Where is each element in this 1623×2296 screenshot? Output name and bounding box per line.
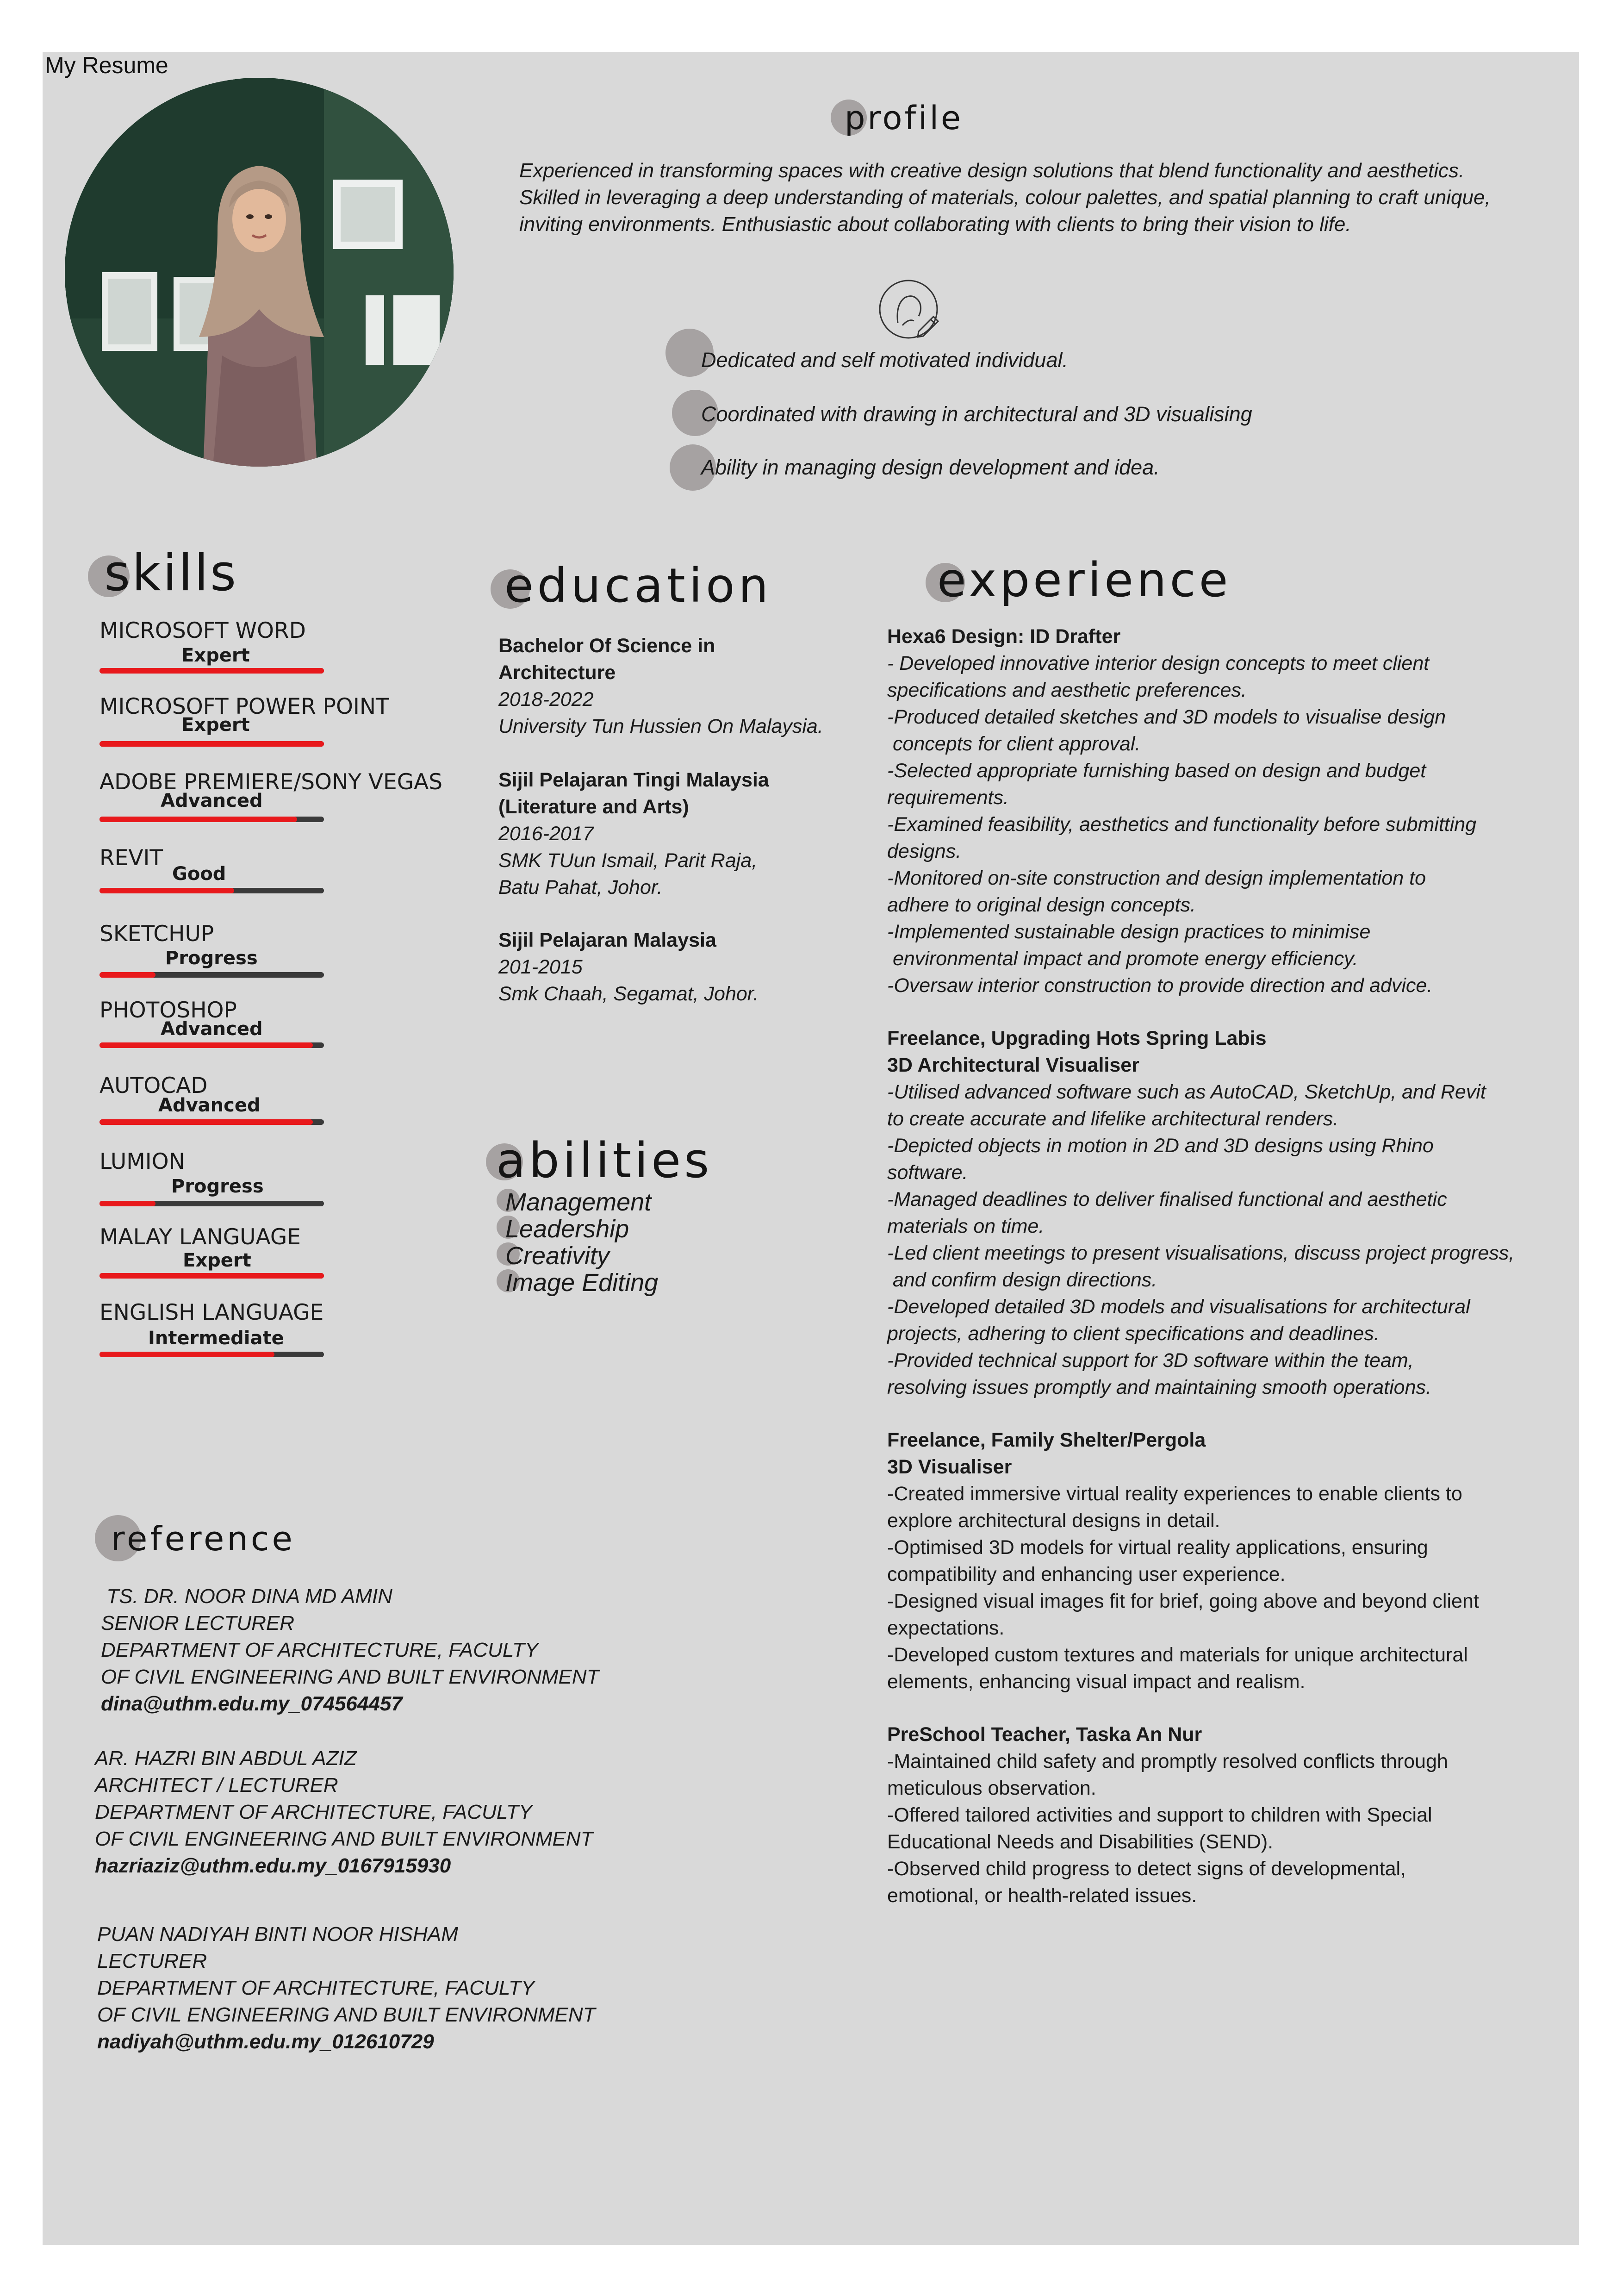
education-years: 2016-2017: [498, 823, 594, 845]
user-pencil-icon: [877, 277, 946, 346]
skill-bar-fill: [99, 668, 324, 674]
skill-level: Expert: [181, 645, 250, 666]
skill-bar-fill: [99, 1119, 313, 1125]
experience-entry: [887, 1427, 1577, 1695]
skill-level: Advanced: [161, 790, 263, 811]
abilities-heading-block: [486, 1129, 773, 1190]
reference-heading: reference: [111, 1519, 295, 1558]
reference-line: DEPARTMENT OF ARCHITECTURE, FACULTY: [95, 1801, 533, 1823]
profile-heading: profile: [845, 99, 964, 137]
trait-item: Ability in managing design development and idea.: [701, 455, 1160, 479]
reference-entry: [95, 1745, 593, 1879]
education-years: 201-2015: [498, 956, 583, 978]
skill-name: REVIT: [99, 845, 163, 871]
skill-bar: [99, 1042, 324, 1048]
job-line: -Oversaw interior construction to provide direction and advice.: [887, 974, 1433, 997]
education-title: Bachelor Of Science in: [498, 635, 715, 657]
skill-name: ADOBE PREMIERE/SONY VEGAS: [99, 769, 443, 795]
education-place: SMK TUun Ismail, Parit Raja,: [498, 849, 758, 872]
profile-line: Experienced in transforming spaces with creative design solutions that blend functionality and aesthetics.: [519, 159, 1465, 182]
job-line: adhere to original design concepts.: [887, 894, 1196, 916]
profile-photo: [65, 78, 454, 467]
job-line: emotional, or health-related issues.: [887, 1884, 1197, 1907]
job-line: -Implemented sustainable design practices to minimise: [887, 921, 1371, 943]
ability-item: Leadership: [505, 1215, 629, 1243]
education-title: Architecture: [498, 661, 616, 684]
skill-name: LUMION: [99, 1149, 185, 1174]
reference-entry: [97, 1921, 596, 2055]
reference-line: PUAN NADIYAH BINTI NOOR HISHAM: [97, 1923, 458, 1946]
education-title: Sijil Pelajaran Tingi Malaysia: [498, 769, 769, 791]
job-line: software.: [887, 1161, 968, 1184]
skill-level: Advanced: [158, 1095, 261, 1116]
education-title: (Literature and Arts): [498, 796, 689, 818]
experience-entry: [887, 1025, 1577, 1401]
job-title: 3D Architectural Visualiser: [887, 1054, 1139, 1076]
reference-contact: dina@uthm.edu.my_074564457: [101, 1692, 403, 1715]
experience-heading: experience: [937, 553, 1231, 608]
job-line: -Depicted objects in motion in 2D and 3D designs using Rhino: [887, 1135, 1434, 1157]
skill-bar-fill: [99, 1352, 274, 1357]
skill-bar: [99, 1273, 324, 1279]
job-line: meticulous observation.: [887, 1777, 1096, 1799]
job-line: and confirm design directions.: [887, 1269, 1157, 1291]
reference-line: OF CIVIL ENGINEERING AND BUILT ENVIRONMENT: [101, 1666, 599, 1688]
job-line: -Produced detailed sketches and 3D models to visualise design: [887, 706, 1446, 728]
job-line: -Managed deadlines to deliver finalised functional and aesthetic: [887, 1188, 1447, 1210]
skill-bar: [99, 888, 324, 893]
skill-bar-fill: [99, 888, 234, 893]
skill-level: Good: [172, 863, 226, 885]
job-line: environmental impact and promote energy efficiency.: [887, 948, 1358, 970]
education-place: University Tun Hussien On Malaysia.: [498, 715, 823, 737]
trait-item: Coordinated with drawing in architectural and 3D visualising: [701, 402, 1252, 426]
skill-bar: [99, 817, 324, 822]
job-line: -Developed detailed 3D models and visualisations for architectural: [887, 1296, 1470, 1318]
job-line: compatibility and enhancing user experience.: [887, 1563, 1286, 1585]
skill-name: MICROSOFT WORD: [99, 618, 306, 643]
job-line: resolving issues promptly and maintaining smooth operations.: [887, 1376, 1431, 1398]
skill-name: MICROSOFT POWER POINT: [99, 694, 389, 719]
job-line: -Monitored on-site construction and design implementation to: [887, 867, 1426, 889]
skill-name: MALAY LANGUAGE: [99, 1224, 301, 1250]
skill-bar: [99, 972, 324, 978]
education-heading-block: [491, 558, 815, 618]
reference-line: SENIOR LECTURER: [101, 1612, 295, 1635]
skills-heading-block: [88, 544, 273, 609]
job-line: explore architectural designs in detail.: [887, 1510, 1220, 1532]
job-line: Educational Needs and Disabilities (SEND).: [887, 1831, 1274, 1853]
job-line: expectations.: [887, 1617, 1005, 1639]
job-line: -Offered tailored activities and support to children with Special: [887, 1804, 1432, 1826]
job-line: -Led client meetings to present visualisations, discuss project progress,: [887, 1242, 1515, 1264]
job-line: materials on time.: [887, 1215, 1045, 1237]
job-title: 3D Visualiser: [887, 1456, 1012, 1478]
profile-line: inviting environments. Enthusiastic about collaborating with clients to bring their vision to life.: [519, 213, 1351, 236]
skill-bar-fill: [99, 1042, 313, 1048]
reference-contact: nadiyah@uthm.edu.my_012610729: [97, 2030, 434, 2053]
profile-photo-illustration: [65, 78, 454, 467]
reference-entry: [101, 1583, 599, 1717]
education-entry: [498, 632, 869, 740]
skill-level: Intermediate: [148, 1328, 284, 1349]
reference-line: AR. HAZRI BIN ABDUL AZIZ: [95, 1747, 357, 1770]
skill-bar-fill: [99, 972, 155, 978]
skill-bar-fill: [99, 817, 297, 822]
education-heading: education: [504, 558, 772, 613]
education-years: 2018-2022: [498, 688, 594, 711]
job-line: -Utilised advanced software such as AutoCAD, SketchUp, and Revit: [887, 1081, 1486, 1103]
reference-line: LECTURER: [97, 1950, 207, 1972]
skill-bar: [99, 1201, 324, 1206]
reference-line: TS. DR. NOOR DINA MD AMIN: [101, 1585, 392, 1608]
profile-summary: [519, 157, 1584, 238]
skill-bar: [99, 1352, 324, 1357]
job-line: -Selected appropriate furnishing based on design and budget: [887, 760, 1426, 782]
ability-item: Management: [505, 1188, 652, 1216]
ability-item: Image Editing: [505, 1269, 659, 1297]
job-line: concepts for client approval.: [887, 733, 1141, 755]
profile-line: Skilled in leveraging a deep understanding of materials, colour palettes, and spatial planning to craft unique,: [519, 186, 1491, 209]
job-line: - Developed innovative interior design concepts to meet client: [887, 652, 1430, 674]
job-line: elements, enhancing visual impact and realism.: [887, 1671, 1306, 1693]
experience-entry: [887, 623, 1577, 999]
skill-name: AUTOCAD: [99, 1073, 208, 1098]
skill-bar-fill: [99, 1273, 324, 1279]
job-line: -Developed custom textures and materials for unique architectural: [887, 1644, 1468, 1666]
document-label: My Resume: [45, 52, 168, 78]
skill-level: Expert: [181, 714, 250, 736]
skill-bar: [99, 668, 324, 674]
skills-heading: skills: [104, 544, 238, 602]
job-title: Freelance, Upgrading Hots Spring Labis: [887, 1027, 1267, 1049]
profile-heading-block: [826, 97, 1057, 148]
skill-bar-fill: [99, 1201, 155, 1206]
experience-heading-block: [926, 555, 1296, 615]
job-line: requirements.: [887, 786, 1009, 809]
skill-level: Advanced: [161, 1018, 263, 1040]
job-line: specifications and aesthetic preferences.: [887, 679, 1247, 701]
skill-bar-fill: [99, 741, 324, 747]
reference-contact: hazriaziz@uthm.edu.my_0167915930: [95, 1854, 451, 1877]
trait-item: Dedicated and self motivated individual.: [701, 348, 1068, 372]
job-line: projects, adhering to client specifications and deadlines.: [887, 1323, 1380, 1345]
skill-name: ENGLISH LANGUAGE: [99, 1300, 324, 1325]
reference-line: OF CIVIL ENGINEERING AND BUILT ENVIRONMENT: [95, 1828, 593, 1850]
job-line: -Created immersive virtual reality experiences to enable clients to: [887, 1483, 1462, 1505]
reference-line: DEPARTMENT OF ARCHITECTURE, FACULTY: [101, 1639, 539, 1661]
reference-line: DEPARTMENT OF ARCHITECTURE, FACULTY: [97, 1977, 535, 1999]
job-line: to create accurate and lifelike architectural renders.: [887, 1108, 1339, 1130]
job-line: designs.: [887, 840, 962, 862]
job-line: -Provided technical support for 3D software within the team,: [887, 1349, 1414, 1372]
skill-level: Expert: [183, 1250, 251, 1271]
education-place: Smk Chaah, Segamat, Johor.: [498, 983, 759, 1005]
job-line: -Maintained child safety and promptly resolved conflicts through: [887, 1750, 1448, 1772]
job-line: -Observed child progress to detect signs of developmental,: [887, 1858, 1406, 1880]
skill-bar: [99, 741, 324, 747]
reference-line: OF CIVIL ENGINEERING AND BUILT ENVIRONMENT: [97, 2003, 596, 2026]
skill-name: PHOTOSHOP: [99, 998, 237, 1023]
skill-level: Progress: [165, 948, 258, 969]
education-entry: [498, 927, 869, 1007]
abilities-heading: abilities: [496, 1132, 713, 1189]
skill-bar: [99, 1119, 324, 1125]
education-title: Sijil Pelajaran Malaysia: [498, 929, 716, 951]
ability-item: Creativity: [505, 1242, 610, 1270]
reference-heading-block: [95, 1508, 326, 1564]
education-place: Batu Pahat, Johor.: [498, 876, 663, 898]
job-line: -Designed visual images fit for brief, going above and beyond client: [887, 1590, 1479, 1612]
education-entry: [498, 767, 869, 901]
skill-level: Progress: [171, 1176, 264, 1197]
experience-entry: [887, 1721, 1577, 1909]
job-line: -Optimised 3D models for virtual reality applications, ensuring: [887, 1536, 1428, 1559]
reference-line: ARCHITECT / LECTURER: [95, 1774, 338, 1797]
skill-name: SKETCHUP: [99, 921, 214, 947]
job-title: Hexa6 Design: ID Drafter: [887, 625, 1121, 648]
job-line: -Examined feasibility, aesthetics and functionality before submitting: [887, 813, 1477, 836]
job-title: Freelance, Family Shelter/Pergola: [887, 1429, 1206, 1451]
job-title: PreSchool Teacher, Taska An Nur: [887, 1723, 1202, 1746]
